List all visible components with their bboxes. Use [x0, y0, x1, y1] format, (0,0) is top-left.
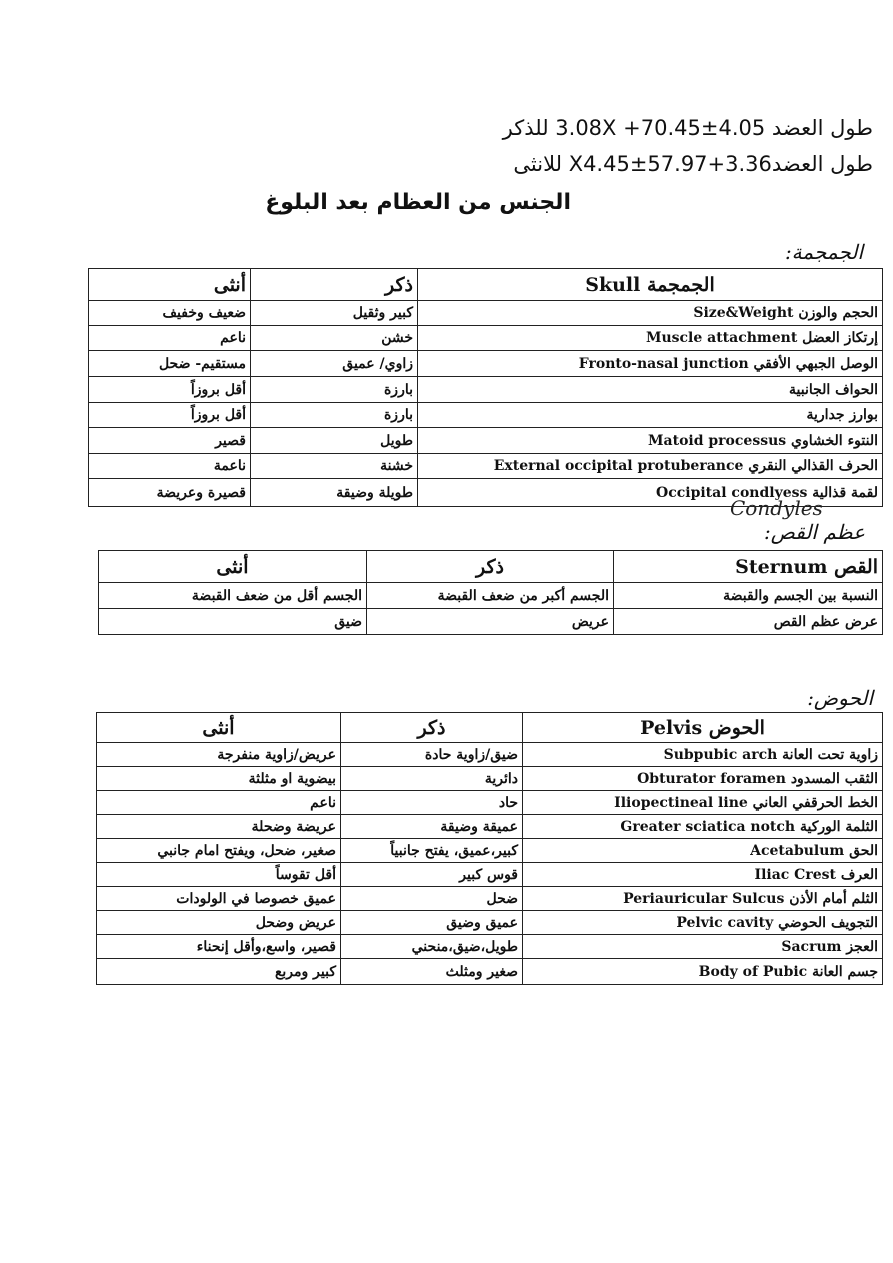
- pelvis-header-row: [97, 713, 883, 743]
- skull-feature-cell: الحواف الجانبية: [418, 377, 883, 403]
- pelvis-female-cell: ناعم: [97, 791, 341, 815]
- skull-male-cell: زاوي/ عميق: [251, 351, 418, 377]
- skull-feature-cell: الوصل الجبهي الأفقي Fronto-nasal junction: [418, 351, 883, 377]
- pelvis-female-cell: عميق خصوصا في الولودات: [97, 887, 341, 911]
- pelvis-male-cell: طويل،ضيق،منحني: [341, 935, 523, 959]
- skull-table: [88, 268, 883, 507]
- pelvis-feature-cell: الثلم أمام الأذن Periauricular Sulcus: [523, 887, 883, 911]
- pelvis-female-cell: عريض/زاوية منفرجة: [97, 743, 341, 767]
- table-row: [97, 791, 883, 815]
- pelvis-header-male: ذكر: [341, 713, 523, 743]
- pelvis-male-cell: صغير ومثلث: [341, 959, 523, 985]
- pelvis-female-cell: أقل تقوساً: [97, 863, 341, 887]
- sternum-section-label: عظم القص:: [763, 520, 865, 544]
- table-row: [89, 403, 883, 428]
- skull-feature-cell: بوارز جدارية: [418, 403, 883, 428]
- table-row: [89, 428, 883, 454]
- skull-female-cell: مستقيم- ضحل: [89, 351, 251, 377]
- pelvis-feature-cell: جسم العانة Body of Pubic: [523, 959, 883, 985]
- table-row: [89, 351, 883, 377]
- pelvis-table: [96, 712, 883, 985]
- skull-female-cell: أقل بروزاً: [89, 377, 251, 403]
- table-row: [99, 583, 883, 609]
- pelvis-male-cell: قوس كبير: [341, 863, 523, 887]
- sternum-male-cell: الجسم أكبر من ضعف القبضة: [367, 583, 614, 609]
- male-formula: طول العضد 4.05±70.45+ 3.08X للذكر: [502, 116, 873, 140]
- sternum-header-female: أنثى: [99, 551, 367, 583]
- skull-header-feature: الجمجمة Skull: [418, 269, 883, 301]
- skull-male-cell: خشنة: [251, 454, 418, 479]
- skull-male-cell: كبير وثقيل: [251, 301, 418, 326]
- table-row: [97, 743, 883, 767]
- skull-header-row: [89, 269, 883, 301]
- skull-male-cell: طويلة وضيقة: [251, 479, 418, 507]
- sternum-table: [98, 550, 883, 635]
- skull-female-cell: قصيرة وعريضة: [89, 479, 251, 507]
- sternum-feature-cell: عرض عظم القص: [614, 609, 883, 635]
- pelvis-female-cell: عريض وضحل: [97, 911, 341, 935]
- pelvis-male-cell: دائرية: [341, 767, 523, 791]
- table-row: [97, 839, 883, 863]
- pelvis-feature-cell: الخط الحرقفي العاني Iliopectineal line: [523, 791, 883, 815]
- pelvis-feature-cell: الثقب المسدود Obturator foramen: [523, 767, 883, 791]
- pelvis-male-cell: ضيق/زاوية حادة: [341, 743, 523, 767]
- female-formula: طول العضدX4.45±57.97+3.36 للانثى: [513, 152, 873, 176]
- table-row: [97, 911, 883, 935]
- skull-header-female: أنثى: [89, 269, 251, 301]
- handwritten-note: Condyles: [730, 496, 823, 520]
- table-row: [97, 863, 883, 887]
- pelvis-female-cell: عريضة وضحلة: [97, 815, 341, 839]
- sternum-feature-cell: النسبة بين الجسم والقبضة: [614, 583, 883, 609]
- pelvis-header-female: أنثى: [97, 713, 341, 743]
- pelvis-feature-cell: العرف Iliac Crest: [523, 863, 883, 887]
- skull-female-cell: قصير: [89, 428, 251, 454]
- table-row: [97, 935, 883, 959]
- table-row: [99, 609, 883, 635]
- pelvis-header-feature: الحوض Pelvis: [523, 713, 883, 743]
- table-row: [89, 377, 883, 403]
- skull-male-cell: طويل: [251, 428, 418, 454]
- pelvis-section-label: الحوض:: [807, 686, 873, 710]
- pelvis-male-cell: حاد: [341, 791, 523, 815]
- pelvis-feature-cell: زاوية تحت العانة Subpubic arch: [523, 743, 883, 767]
- pelvis-female-cell: كبير ومربع: [97, 959, 341, 985]
- table-row: [97, 767, 883, 791]
- pelvis-female-cell: قصير، واسع،وأقل إنحناء: [97, 935, 341, 959]
- pelvis-male-cell: عميق وضيق: [341, 911, 523, 935]
- skull-feature-cell: لقمة قذالية Occipital condlyess: [418, 479, 883, 507]
- pelvis-feature-cell: الحق Acetabulum: [523, 839, 883, 863]
- skull-female-cell: ناعم: [89, 326, 251, 351]
- table-row: [97, 959, 883, 985]
- table-row: [89, 301, 883, 326]
- skull-female-cell: ضعيف وخفيف: [89, 301, 251, 326]
- sternum-header-row: [99, 551, 883, 583]
- pelvis-female-cell: صغير، ضحل، ويفتح امام جانبي: [97, 839, 341, 863]
- table-row: [97, 815, 883, 839]
- sternum-header-feature: القص Sternum: [614, 551, 883, 583]
- table-row: [97, 887, 883, 911]
- skull-feature-cell: الحجم والوزن Size&Weight: [418, 301, 883, 326]
- pelvis-male-cell: ضحل: [341, 887, 523, 911]
- skull-feature-cell: الحرف القذالي النقري External occipital protuberance: [418, 454, 883, 479]
- skull-male-cell: بارزة: [251, 403, 418, 428]
- skull-male-cell: خشن: [251, 326, 418, 351]
- skull-female-cell: أقل بروزاً: [89, 403, 251, 428]
- table-row: [89, 454, 883, 479]
- skull-feature-cell: إرتكاز العضل Muscle attachment: [418, 326, 883, 351]
- pelvis-feature-cell: التجويف الحوضي Pelvic cavity: [523, 911, 883, 935]
- page-title: الجنس من العظام بعد البلوغ: [265, 190, 571, 215]
- table-row: [89, 326, 883, 351]
- sternum-header-male: ذكر: [367, 551, 614, 583]
- skull-male-cell: بارزة: [251, 377, 418, 403]
- pelvis-feature-cell: العجز Sacrum: [523, 935, 883, 959]
- pelvis-female-cell: بيضوية او مثلثة: [97, 767, 341, 791]
- skull-header-male: ذكر: [251, 269, 418, 301]
- skull-section-label: الجمجمة:: [784, 240, 863, 264]
- sternum-male-cell: عريض: [367, 609, 614, 635]
- skull-female-cell: ناعمة: [89, 454, 251, 479]
- pelvis-male-cell: كبير،عميق، يفتح جانبياً: [341, 839, 523, 863]
- sternum-female-cell: ضيق: [99, 609, 367, 635]
- sternum-female-cell: الجسم أقل من ضعف القبضة: [99, 583, 367, 609]
- pelvis-male-cell: عميقة وضيقة: [341, 815, 523, 839]
- pelvis-feature-cell: الثلمة الوركية Greater sciatica notch: [523, 815, 883, 839]
- skull-feature-cell: النتوء الخشاوي Matoid processus: [418, 428, 883, 454]
